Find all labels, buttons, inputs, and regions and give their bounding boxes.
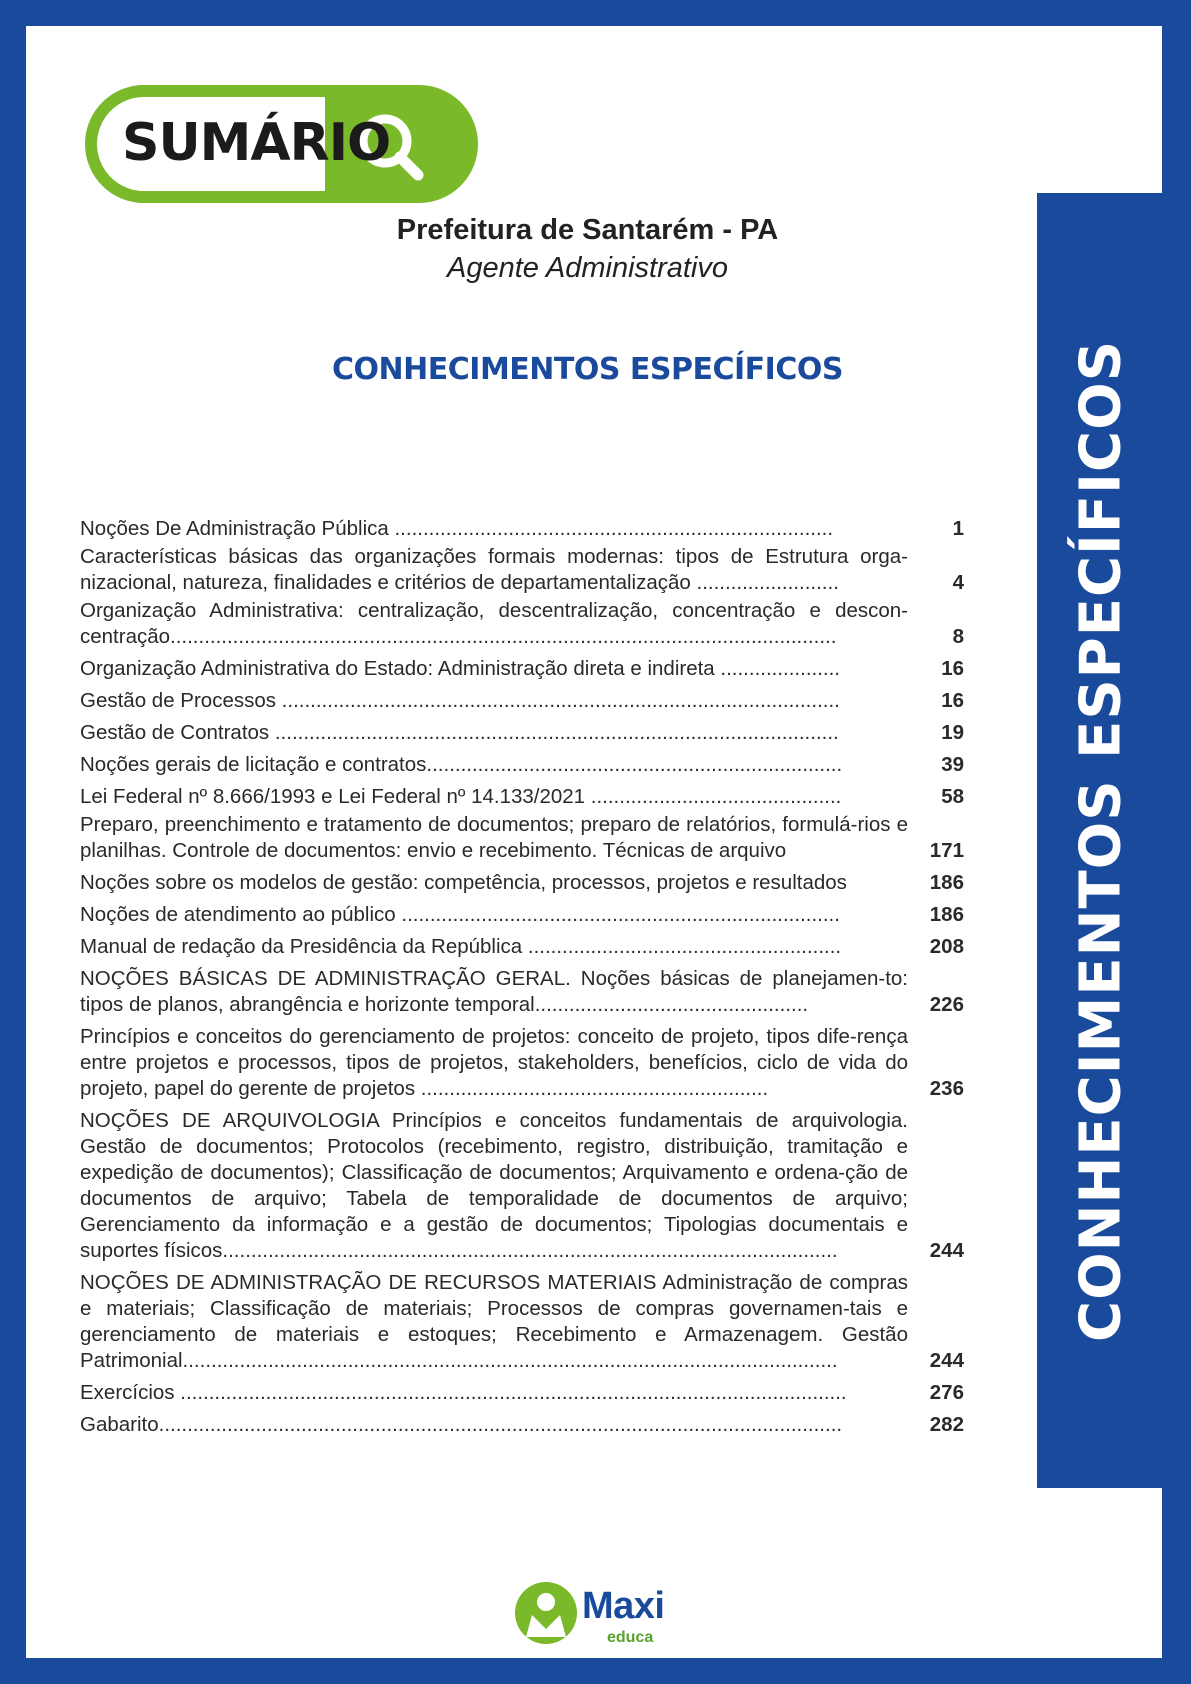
toc-entry-page: 276	[929, 1381, 964, 1404]
toc-entry-page: 171	[929, 839, 964, 862]
toc-entry-page: 226	[929, 993, 964, 1016]
toc-entry-text: Organização Administrativa do Estado: Administração direta e indireta .....................	[80, 657, 841, 680]
maxi-person-icon	[512, 1577, 582, 1647]
toc-entry[interactable]	[80, 778, 964, 810]
toc-entry-text: Preparo, preenchimento e tratamento de documentos; preparo de relatórios, formulá-rios e planilhas. Controle de documentos: envio e recebimento. Técnicas de arquivo	[80, 813, 908, 862]
toc-entry-text: Manual de redação da Presidência da República .......................................................	[80, 935, 842, 958]
toc-entry-page: 39	[941, 753, 964, 776]
sumario-badge	[85, 85, 478, 203]
toc-entry-text: Lei Federal nº 8.666/1993 e Lei Federal nº 14.133/2021 ............................................	[80, 785, 842, 808]
toc-entry[interactable]	[80, 1264, 964, 1374]
toc-entry[interactable]	[80, 960, 964, 1018]
toc-entry-text: Noções sobre os modelos de gestão: competência, processos, projetos e resultados	[80, 871, 847, 894]
toc-entry-page: 208	[929, 935, 964, 958]
toc-entry[interactable]	[80, 510, 964, 542]
section-heading: CONHECIMENTOS ESPECÍFICOS	[332, 352, 843, 387]
toc-entry[interactable]	[80, 864, 964, 896]
toc-entry-text: Gestão de Processos ..................................................................................................	[80, 689, 840, 712]
document-title: Prefeitura de Santarém - PA	[396, 214, 779, 246]
toc-entry-page: 244	[929, 1349, 964, 1372]
toc-entry-page: 58	[941, 785, 964, 808]
toc-entry-text: Organização Administrativa: centralização, descentralização, concentração e descon-centração.....................................................................................................................	[80, 599, 908, 648]
toc-entry[interactable]	[80, 746, 964, 778]
toc-entry-text: Noções de atendimento ao público .............................................................................	[80, 903, 840, 926]
toc-entry[interactable]	[80, 1018, 964, 1102]
document-subtitle: Agente Administrativo	[446, 252, 728, 284]
toc-entry-page: 282	[929, 1413, 964, 1436]
toc-entry-text: Princípios e conceitos do gerenciamento de projetos: conceito de projeto, tipos dife-rença entre projetos e processos, tipos de projetos, stakeholders, benefícios, ciclo de vida do projeto, papel do gerente de projetos .............................................................	[80, 1025, 908, 1100]
toc-entry-text: NOÇÕES DE ADMINISTRAÇÃO DE RECURSOS MATERIAIS Administração de compras e materiais; Classificação de materiais; Processos de compras governamen-tais e gerenciamento de materiais e estoques; Recebimento e Armazenagem. Gestão Patrimonial...................................................................................................................	[80, 1271, 908, 1372]
toc-entry-page: 186	[929, 903, 964, 926]
toc-entry-page: 186	[929, 871, 964, 894]
toc-entry[interactable]	[80, 928, 964, 960]
toc-entry-page: 16	[941, 657, 964, 680]
toc-entry[interactable]	[80, 1102, 964, 1264]
table-of-contents	[80, 510, 964, 1438]
toc-entry-text: Exercícios .....................................................................................................................	[80, 1381, 847, 1404]
toc-entry-page: 16	[941, 689, 964, 712]
toc-entry-page: 236	[929, 1077, 964, 1100]
toc-entry[interactable]	[80, 650, 964, 682]
toc-entry[interactable]	[80, 1374, 964, 1406]
toc-entry-text: Características básicas das organizações formais modernas: tipos de Estrutura orga-nizacional, natureza, finalidades e critérios de departamentalização .........................	[80, 545, 908, 594]
toc-entry-text: Noções De Administração Pública .............................................................................	[80, 517, 834, 540]
toc-entry-text: Gabarito........................................................................................................................	[80, 1413, 843, 1436]
toc-entry[interactable]	[80, 714, 964, 746]
toc-entry[interactable]	[80, 896, 964, 928]
side-tab-label: CONHECIMENTOS ESPECÍFICOS	[1068, 339, 1134, 1342]
toc-entry[interactable]	[80, 682, 964, 714]
toc-entry-text: Noções gerais de licitação e contratos.........................................................................	[80, 753, 843, 776]
logo-wordmark: Maxi	[582, 1585, 665, 1627]
toc-entry-page: 8	[952, 625, 964, 648]
logo-subtitle: educa	[607, 1629, 654, 1646]
toc-entry-page: 19	[941, 721, 964, 744]
toc-entry-text: NOÇÕES BÁSICAS DE ADMINISTRAÇÃO GERAL. Noções básicas de planejamen-to: tipos de planos, abrangência e horizonte temporal................................................	[80, 967, 908, 1016]
toc-entry-text: NOÇÕES DE ARQUIVOLOGIA Princípios e conceitos fundamentais de arquivologia. Gestão de documentos; Protocolos (recebimento, registro, distribuição, tramitação e expedição de documentos); Classificação de documentos; Arquivamento e ordena-ção de documentos de arquivo; Tabela de temporalidade de documentos de arquivo; Gerenciamento da informação e a gestão de documentos; Tipologias documentais e suportes físicos............................................................................................................	[80, 1109, 908, 1262]
maxi-educa-logo	[512, 1577, 682, 1647]
toc-entry[interactable]	[80, 810, 964, 864]
toc-entry-page: 4	[952, 571, 964, 594]
toc-entry-page: 244	[929, 1239, 964, 1262]
sumario-label: SUMÁRIO	[122, 113, 391, 173]
toc-entry[interactable]	[80, 596, 964, 650]
toc-entry-text: Gestão de Contratos ...................................................................................................	[80, 721, 839, 744]
toc-entry[interactable]	[80, 542, 964, 596]
toc-entry[interactable]	[80, 1406, 964, 1438]
side-tab	[1037, 193, 1165, 1488]
toc-entry-page: 1	[952, 517, 964, 540]
